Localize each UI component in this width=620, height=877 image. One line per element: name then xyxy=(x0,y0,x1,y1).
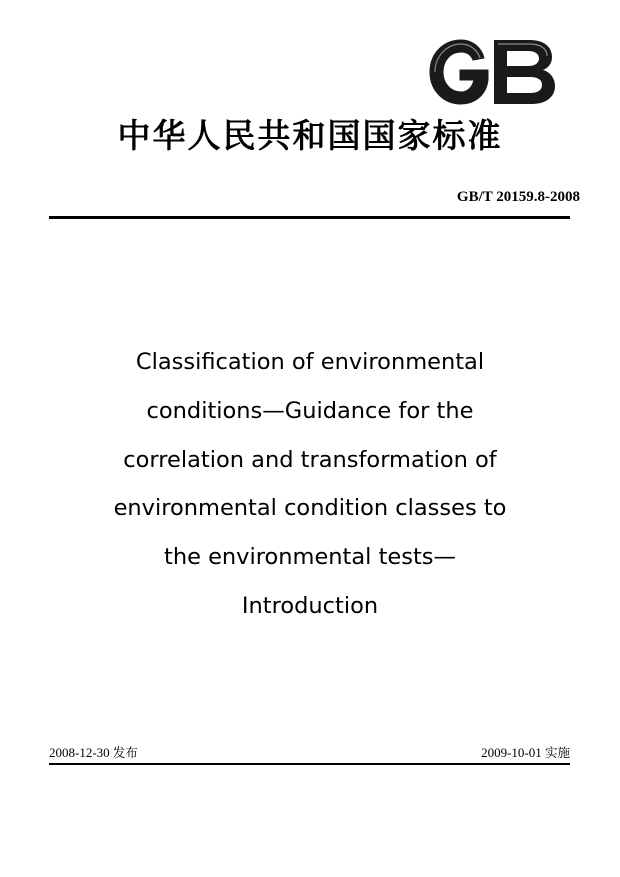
implement-label: 实施 xyxy=(544,745,570,760)
implement-date-block xyxy=(481,743,570,763)
implement-date: 2009-10-01 xyxy=(481,745,542,760)
organization-name: 中华人民共和国国家标准 xyxy=(117,116,503,155)
title-line: environmental condition classes to xyxy=(113,495,507,522)
title-line: Introduction xyxy=(241,592,379,619)
issue-label: 发布 xyxy=(112,745,138,760)
gb-logo-icon xyxy=(426,36,558,108)
title-line: conditions—Guidance for the xyxy=(146,397,474,424)
footer-divider xyxy=(49,763,570,765)
date-row xyxy=(49,743,570,763)
title-line: Classification of environmental xyxy=(135,349,485,375)
issue-date: 2008-12-30 xyxy=(49,745,110,760)
document-title xyxy=(30,338,590,631)
standard-number: GB/T 20159.8-2008 xyxy=(456,189,580,205)
header-divider xyxy=(49,216,570,219)
title-line: correlation and transformation of xyxy=(123,446,497,473)
title-line: the environmental tests— xyxy=(164,544,456,571)
issue-date-block xyxy=(49,743,138,763)
gb-logo-letter-b xyxy=(494,40,555,104)
gb-logo-letter-g xyxy=(430,40,488,104)
